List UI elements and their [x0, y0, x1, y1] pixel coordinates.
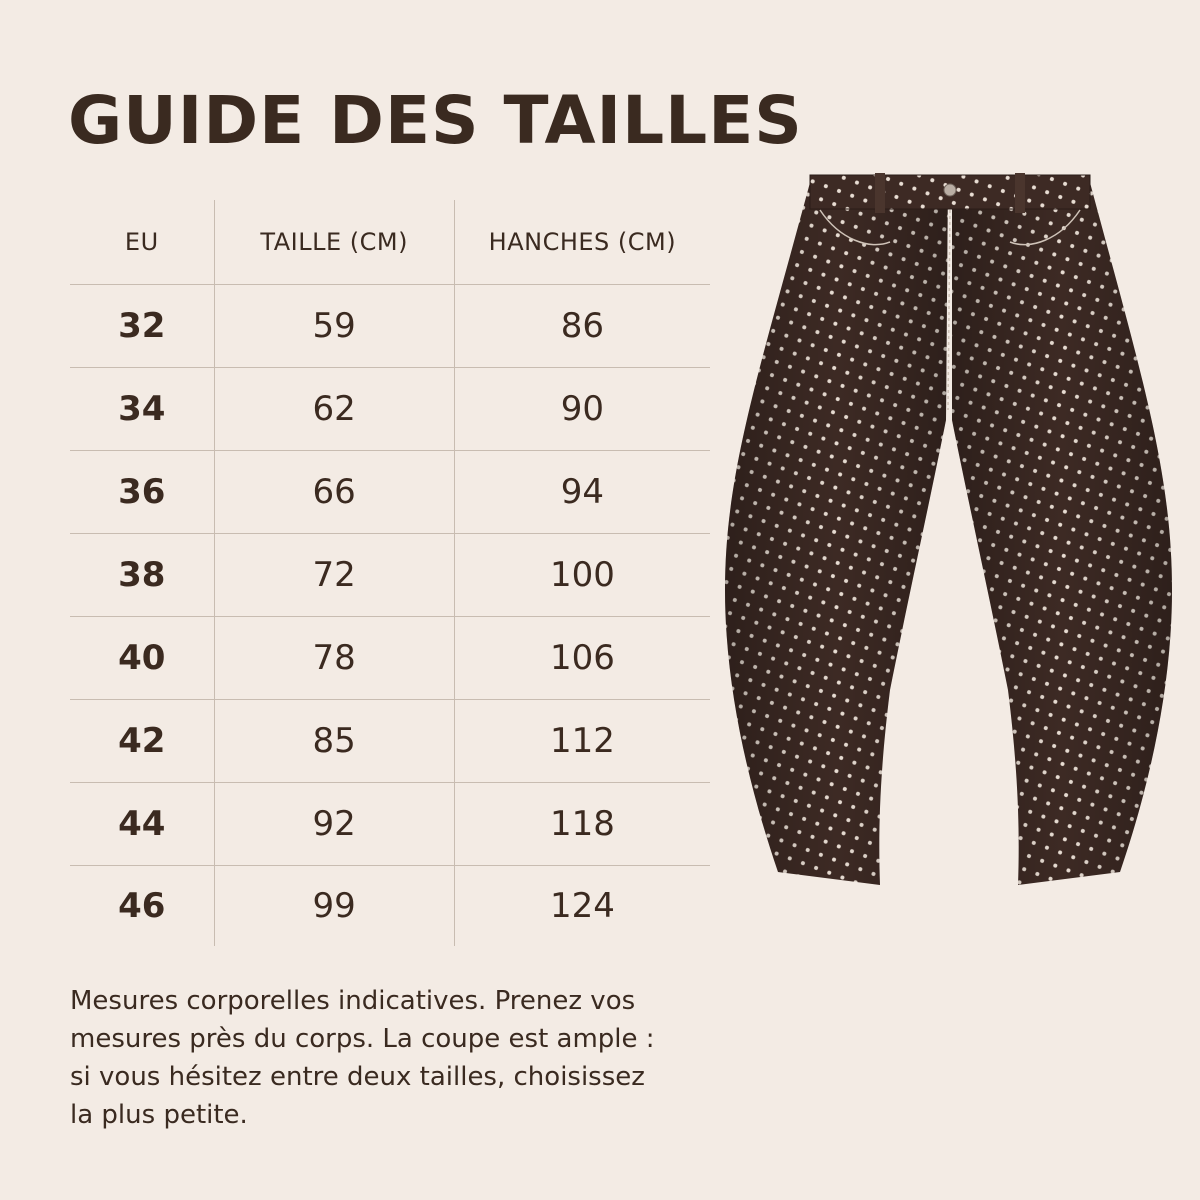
cell-eu: 34 — [118, 389, 166, 429]
cell-hips: 90 — [560, 389, 605, 429]
cell-hips: 86 — [560, 306, 605, 346]
cell-eu: 40 — [118, 638, 166, 678]
table-row — [70, 534, 710, 617]
cell-eu: 32 — [118, 306, 166, 346]
header-hips: HANCHES (CM) — [488, 228, 677, 256]
cell-waist: 92 — [214, 783, 455, 865]
cell-eu: 36 — [118, 472, 166, 512]
cell-eu: 44 — [118, 804, 166, 844]
cell-hips: 106 — [549, 638, 615, 678]
size-table — [70, 200, 710, 946]
table-row — [70, 866, 710, 946]
fit-note: Mesures corporelles indicatives. Prenez vos mesures près du corps. La coupe est ample : si vous hésitez entre deux tailles, choisissez la plus petite. — [70, 986, 655, 1130]
product-image — [720, 170, 1180, 890]
cell-eu: 46 — [118, 886, 166, 926]
cell-hips: 94 — [560, 472, 605, 512]
page-title: GUIDE DES TAILLES — [68, 82, 803, 159]
cell-hips: 100 — [549, 555, 615, 595]
cell-eu: 42 — [118, 721, 166, 761]
header-waist: TAILLE (CM) — [214, 200, 455, 284]
cell-eu: 38 — [118, 555, 166, 595]
table-row — [70, 368, 710, 451]
button-icon — [944, 184, 956, 196]
table-row — [70, 783, 710, 866]
cell-waist: 66 — [214, 451, 455, 533]
table-row — [70, 285, 710, 368]
cell-waist: 99 — [214, 866, 455, 946]
cell-waist: 85 — [214, 700, 455, 782]
table-row — [70, 451, 710, 534]
cell-hips: 112 — [549, 721, 615, 761]
cell-waist: 72 — [214, 534, 455, 616]
header-eu: EU — [124, 228, 159, 256]
cell-waist: 78 — [214, 617, 455, 699]
cell-waist: 59 — [214, 285, 455, 367]
cell-waist: 62 — [214, 368, 455, 450]
table-row — [70, 617, 710, 700]
table-header — [70, 200, 710, 285]
cell-hips: 118 — [549, 804, 615, 844]
cell-hips: 124 — [549, 886, 615, 926]
table-row — [70, 700, 710, 783]
